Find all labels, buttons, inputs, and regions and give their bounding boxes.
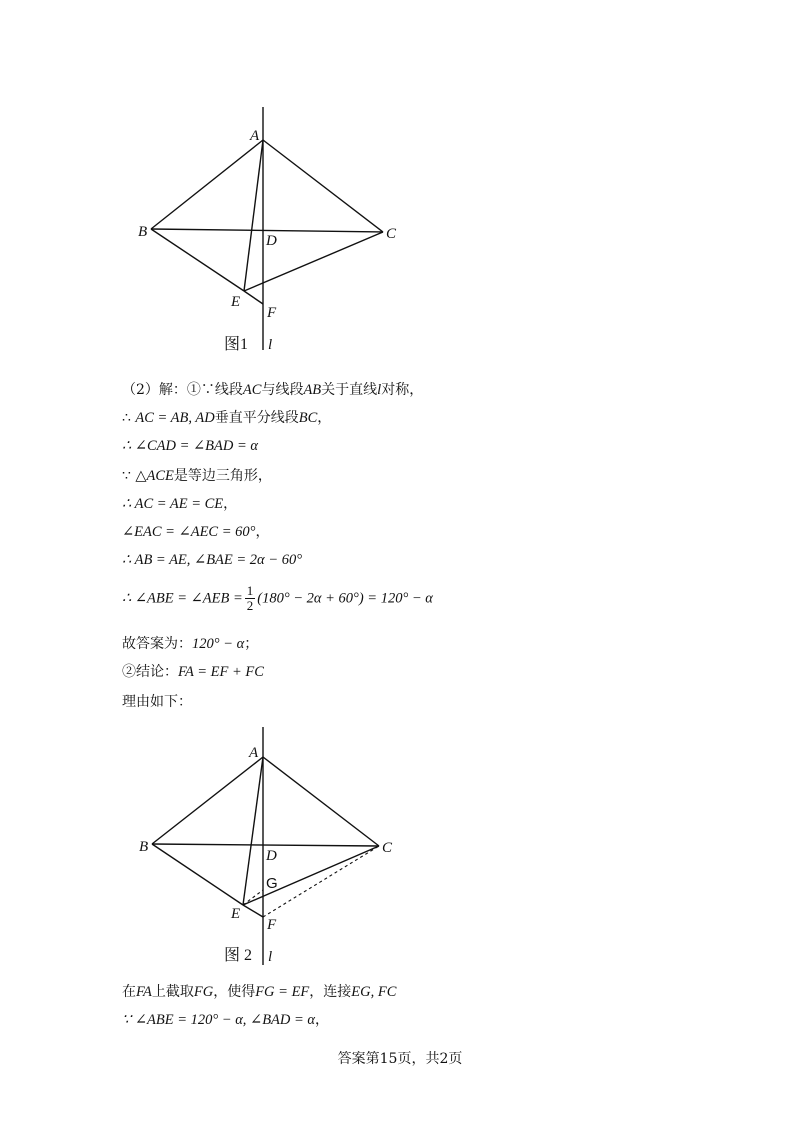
conclusion-line: ②结论：FA = EF + FC xyxy=(122,664,264,680)
segment-EF xyxy=(244,291,263,304)
segment-AE xyxy=(243,757,263,905)
dashed-FC xyxy=(263,846,379,917)
segment-AE xyxy=(244,140,263,291)
label-A: A xyxy=(249,745,259,761)
label-B: B xyxy=(138,224,148,240)
segment-AC xyxy=(263,140,383,232)
segment-EF xyxy=(243,905,263,917)
figure-2 xyxy=(0,720,800,980)
figure-1-caption: 图1 xyxy=(224,336,249,353)
reason-line: 理由如下： xyxy=(122,694,192,710)
page-footer: 答案第15页，共2页 xyxy=(337,1051,463,1067)
solution-line-7: ∴ AB = AE, ∠BAE = 2α − 60° xyxy=(122,552,302,568)
label-B: B xyxy=(139,839,149,855)
label-E: E xyxy=(231,906,241,922)
label-l: l xyxy=(268,949,273,965)
segment-BE xyxy=(152,844,243,905)
solution-line-3: ∴ ∠CAD = ∠BAD = α xyxy=(122,438,259,454)
label-G: G xyxy=(266,875,278,892)
solution-line-5: ∴ AC = AE = CE， xyxy=(122,496,238,512)
segment-AC xyxy=(263,757,379,846)
segment-AB xyxy=(151,140,263,229)
label-A: A xyxy=(250,128,260,144)
step-line-1: 在FA上截取FG，使得FG = EF，连接EG, FC xyxy=(122,984,397,1000)
fraction-half: $\frac{1}{2}$ xyxy=(246,583,254,613)
label-C: C xyxy=(382,840,393,856)
label-F: F xyxy=(267,305,277,321)
solution-line-1: （2）解：①∵线段AC与线段AB关于直线l对称， xyxy=(122,382,424,398)
segment-CE xyxy=(244,232,383,291)
label-D: D xyxy=(266,233,277,249)
segment-AB xyxy=(152,757,263,844)
step-line-2: ∵ ∠ABE = 120° − α, ∠BAD = α， xyxy=(122,1012,330,1028)
label-l: l xyxy=(268,337,273,353)
figure-2-caption: 图 2 xyxy=(224,947,253,964)
solution-line-4: ∵ △ACE是等边三角形， xyxy=(122,468,272,484)
figure-1 xyxy=(0,0,800,370)
label-F: F xyxy=(267,917,277,933)
label-C: C xyxy=(386,226,397,242)
solution-line-8: ∴ ∠ABE = ∠AEB = $\frac{1}{2}$ (180° − 2α + 60°) = 120° − α xyxy=(122,583,433,613)
answer-line: 故答案为：120° − α； xyxy=(122,636,259,652)
solution-line-2: ∴ AC = AB, AD垂直平分线段BC， xyxy=(122,410,332,426)
label-D: D xyxy=(266,848,277,864)
solution-line-6: ∠EAC = ∠AEC = 60°， xyxy=(122,524,270,540)
segment-BC xyxy=(152,844,379,846)
segment-BC xyxy=(151,229,383,232)
segment-BE xyxy=(151,229,244,291)
label-E: E xyxy=(231,294,241,310)
